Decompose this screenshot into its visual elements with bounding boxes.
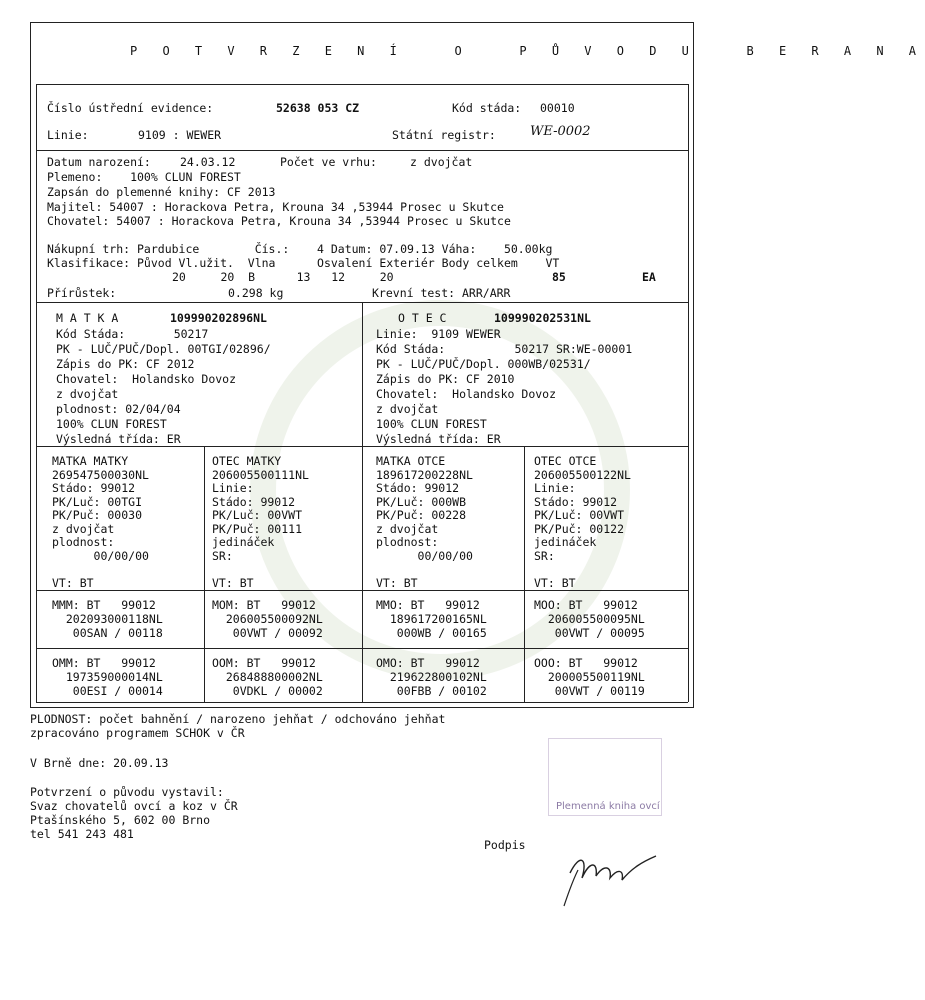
body-total: 85 bbox=[552, 270, 566, 284]
gain-label: Přírůstek: bbox=[47, 286, 117, 300]
great-grandparent-line: 00VWT / 00092 bbox=[212, 626, 323, 640]
fertility-note: PLODNOST: počet bahnění / narozeno jehňat / odchováno jehňat bbox=[30, 712, 446, 726]
mother-detail-line: 100% CLUN FOREST bbox=[56, 417, 167, 431]
litter-value: z dvojčat bbox=[410, 155, 473, 169]
issuer-phone: tel 541 243 481 bbox=[30, 827, 134, 841]
great-grandparent-line: MMO: BT 99012 bbox=[376, 598, 480, 612]
litter-label: Počet ve vrhu: bbox=[280, 155, 377, 169]
grandparent-line: VT: BT bbox=[52, 575, 94, 590]
grandparent-line: Linie: bbox=[212, 481, 254, 495]
great-grandparent-line: 00ESI / 00014 bbox=[52, 684, 163, 698]
divider bbox=[36, 84, 688, 85]
birth-label: Datum narození: bbox=[47, 155, 151, 169]
mother-detail-line: plodnost: 02/04/04 bbox=[56, 402, 181, 416]
gain-value: 0.298 kg bbox=[228, 286, 284, 300]
grandparent-line: z dvojčat bbox=[52, 521, 115, 536]
grandparent-line: PK/Luč: 00VWT bbox=[212, 508, 303, 522]
grandparent-line: jedináček bbox=[534, 535, 597, 549]
issued-by-label: Potvrzení o původu vystavil: bbox=[30, 785, 224, 799]
blood-test: Krevní test: ARR/ARR bbox=[372, 286, 511, 300]
grandparent-line: PK/Puč: 00111 bbox=[212, 521, 303, 536]
father-detail-line: Linie: 9109 WEWER bbox=[376, 327, 501, 341]
divider bbox=[36, 150, 688, 151]
grandparent-line: Stádo: 99012 bbox=[376, 481, 460, 495]
great-grandparent-line: MOM: BT 99012 bbox=[212, 598, 316, 612]
great-grandparent-line: 189617200165NL bbox=[376, 612, 487, 626]
grandparent-line: SR: bbox=[212, 548, 233, 563]
signature-mark bbox=[560, 828, 670, 908]
registry-label: Státní registr: bbox=[392, 128, 496, 142]
classification-scores: 20 20 B 13 12 20 bbox=[172, 270, 394, 284]
grandparent-line: 206005500122NL bbox=[534, 467, 631, 482]
evidence-label: Číslo ústřední evidence: bbox=[47, 101, 214, 115]
grandparent-line: Linie: bbox=[534, 481, 576, 495]
herd-code-label: Kód stáda: bbox=[452, 101, 522, 115]
father-detail-line: Zápis do PK: CF 2010 bbox=[376, 372, 515, 386]
grandparent-line: PK/Luč: 00VWT bbox=[534, 508, 625, 522]
divider-vertical bbox=[36, 84, 37, 702]
stamp-text: Plemenná kniha ovcí bbox=[556, 801, 660, 812]
mother-detail-line: Výsledná třída: ER bbox=[56, 432, 181, 446]
divider-vertical bbox=[362, 302, 363, 702]
father-head-label: O T E C bbox=[398, 311, 447, 325]
great-grandparent-line: OMO: BT 99012 bbox=[376, 656, 480, 670]
father-id: 109990202531NL bbox=[494, 311, 591, 325]
grandparent-line: PK/Puč: 00228 bbox=[376, 508, 467, 522]
divider-vertical bbox=[204, 446, 205, 702]
great-grandparent-line: 00VWT / 00119 bbox=[534, 684, 645, 698]
great-grandparent-line: 197359000014NL bbox=[52, 670, 163, 684]
great-grandparent-line: OOM: BT 99012 bbox=[212, 656, 316, 670]
great-grandparent-line: 200005500119NL bbox=[534, 670, 645, 684]
line-label: Linie: bbox=[47, 128, 89, 142]
grandparent-line: PK/Puč: 00122 bbox=[534, 521, 625, 536]
place-date: V Brně dne: 20.09.13 bbox=[30, 756, 169, 770]
grandparent-line: plodnost: bbox=[376, 535, 439, 549]
grandparent-line: PK/Luč: 00TGI bbox=[52, 494, 143, 509]
great-grandparent-line: 268488800002NL bbox=[212, 670, 323, 684]
great-grandparent-line: 202093000118NL bbox=[52, 612, 163, 626]
issuer-address: Ptašínského 5, 602 00 Brno bbox=[30, 813, 211, 827]
great-grandparent-line: OOO: BT 99012 bbox=[534, 656, 638, 670]
line-value: 9109 : WEWER bbox=[138, 128, 222, 142]
great-grandparent-line: 00FBB / 00102 bbox=[376, 684, 487, 698]
grandparent-line: 206005500111NL bbox=[212, 467, 309, 482]
breed-line: Plemeno: 100% CLUN FOREST bbox=[47, 170, 241, 184]
grandparent-line: 00/00/00 bbox=[52, 548, 149, 563]
program-note: zpracováno programem SCHOK v ČR bbox=[30, 726, 245, 740]
great-grandparent-line: OMM: BT 99012 bbox=[52, 656, 156, 670]
grandparent-line: 189617200228NL bbox=[376, 467, 473, 482]
registry-value: WE-0002 bbox=[530, 124, 591, 139]
father-detail-line: Výsledná třída: ER bbox=[376, 432, 501, 446]
divider-vertical bbox=[524, 446, 525, 702]
great-grandparent-line: MMM: BT 99012 bbox=[52, 598, 156, 612]
grandparent-line: VT: BT bbox=[212, 575, 254, 590]
father-detail-line: PK - LUČ/PUČ/Dopl. 000WB/02531/ bbox=[376, 357, 591, 371]
grandparent-line: Stádo: 99012 bbox=[534, 494, 618, 509]
market-line: Nákupní trh: Pardubice Čís.: 4 Datum: 07.09.13 Váha: 50.00kg bbox=[47, 242, 553, 256]
great-grandparent-line: 00SAN / 00118 bbox=[52, 626, 163, 640]
grandparent-line: SR: bbox=[534, 548, 555, 563]
issuer-name: Svaz chovatelů ovcí a koz v ČR bbox=[30, 799, 238, 813]
mother-detail-line: Chovatel: Holandsko Dovoz bbox=[56, 372, 237, 386]
grandparent-line: PK/Puč: 00030 bbox=[52, 508, 143, 522]
great-grandparent-line: 219622800102NL bbox=[376, 670, 487, 684]
father-detail-line: z dvojčat bbox=[376, 402, 439, 416]
great-grandparent-line: 00VWT / 00095 bbox=[534, 626, 645, 640]
grandparent-line: MATKA MATKY bbox=[52, 454, 129, 468]
signature-label: Podpis bbox=[484, 838, 526, 852]
mother-detail-line: Zápis do PK: CF 2012 bbox=[56, 357, 195, 371]
herdbook-line: Zapsán do plemenné knihy: CF 2013 bbox=[47, 185, 276, 199]
classification-header: Klasifikace: Původ Vl.užit. Vlna Osvalení Exteriér Body celkem VT bbox=[47, 256, 560, 270]
divider-vertical bbox=[688, 84, 689, 702]
divider bbox=[36, 702, 688, 703]
vt-value: EA bbox=[642, 270, 656, 284]
great-grandparent-line: 0VDKL / 00002 bbox=[212, 684, 323, 698]
grandparent-line: VT: BT bbox=[376, 575, 418, 590]
mother-id: 109990202896NL bbox=[170, 311, 267, 325]
evidence-value: 52638 053 CZ bbox=[276, 101, 360, 115]
father-detail-line: 100% CLUN FOREST bbox=[376, 417, 487, 431]
grandparent-line: z dvojčat bbox=[376, 521, 439, 536]
grandparent-line: jedináček bbox=[212, 535, 275, 549]
grandparent-line: OTEC MATKY bbox=[212, 454, 282, 468]
grandparent-line: Stádo: 99012 bbox=[52, 481, 136, 495]
grandparent-line: VT: BT bbox=[534, 575, 576, 590]
herd-code-value: 00010 bbox=[540, 101, 575, 115]
grandparent-line: plodnost: bbox=[52, 535, 115, 549]
birth-value: 24.03.12 bbox=[180, 155, 236, 169]
mother-detail-line: Kód Stáda: 50217 bbox=[56, 327, 209, 341]
father-detail-line: Chovatel: Holandsko Dovoz bbox=[376, 387, 557, 401]
father-detail-line: Kód Stáda: 50217 SR:WE-00001 bbox=[376, 342, 633, 356]
great-grandparent-line: 206005500095NL bbox=[534, 612, 645, 626]
great-grandparent-line: 206005500092NL bbox=[212, 612, 323, 626]
mother-detail-line: PK - LUČ/PUČ/Dopl. 00TGI/02896/ bbox=[56, 342, 271, 356]
grandparent-line: 00/00/00 bbox=[376, 548, 473, 563]
great-grandparent-line: 000WB / 00165 bbox=[376, 626, 487, 640]
breeder-line: Chovatel: 54007 : Horackova Petra, Krouna 34 ,53944 Prosec u Skutce bbox=[47, 214, 511, 228]
great-grandparent-line: MOO: BT 99012 bbox=[534, 598, 638, 612]
grandparent-line: 269547500030NL bbox=[52, 467, 149, 482]
owner-line: Majitel: 54007 : Horackova Petra, Krouna 34 ,53944 Prosec u Skutce bbox=[47, 200, 504, 214]
mother-detail-line: z dvojčat bbox=[56, 387, 119, 401]
grandparent-line: OTEC OTCE bbox=[534, 454, 597, 468]
grandparent-line: PK/Luč: 000WB bbox=[376, 494, 467, 509]
mother-head-label: M A T K A bbox=[56, 311, 119, 325]
grandparent-line: Stádo: 99012 bbox=[212, 494, 296, 509]
grandparent-line: MATKA OTCE bbox=[376, 454, 446, 468]
document-title: P O T V R Z E N Í O P Ů V O D U B E R A N A bbox=[130, 44, 925, 58]
